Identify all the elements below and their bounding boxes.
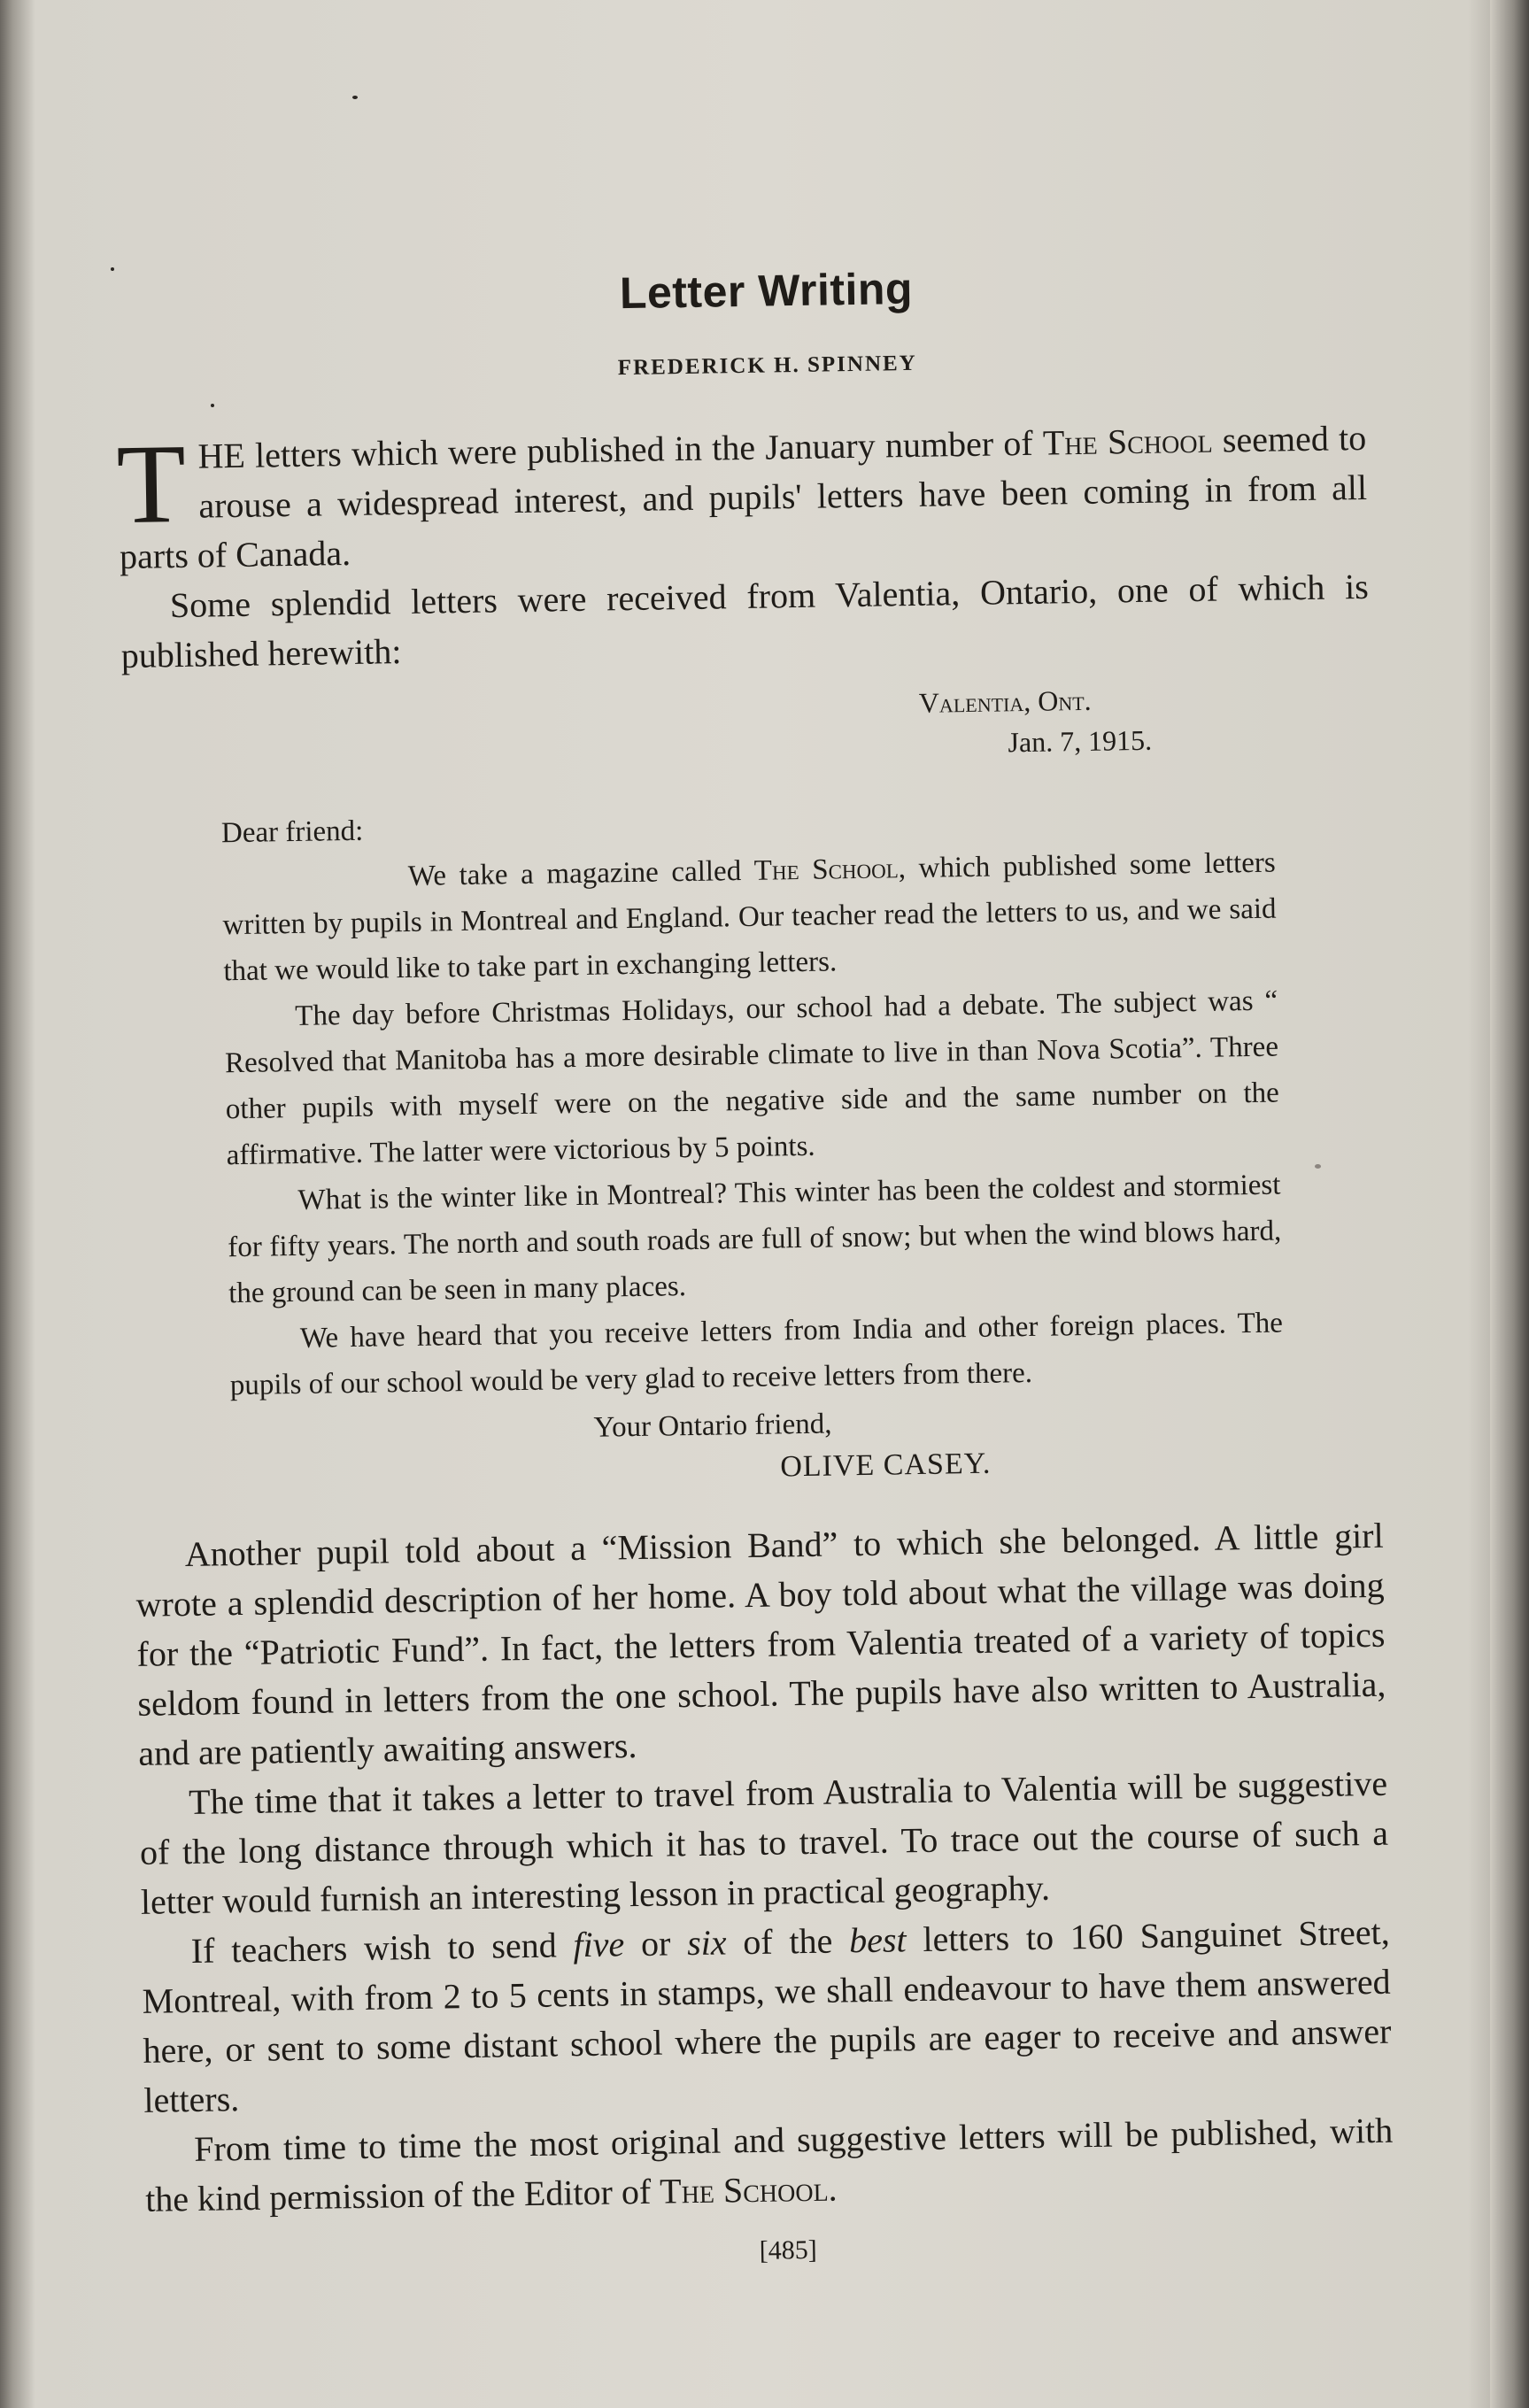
letter-salutation: Dear friend:	[220, 814, 364, 850]
body-text: letters to 160 Sanguinet Street, Montreal, with from 2 to 5 cents in stamps, we shall endeavour to have them answered here, or sent to some distant school where the pupils are eager to receive and answer letters.	[142, 1911, 1392, 2120]
letter-heading	[918, 675, 1371, 764]
letter-closing: Your Ontario friend,	[593, 1408, 832, 1444]
body-paragraph	[141, 1908, 1392, 2126]
emphasis: best	[848, 1919, 907, 1961]
letter-place: Valentia, Ont.	[918, 683, 1092, 719]
intro-paragraph: Some splendid letters were received from Valentia, Ontario, one of which is published herewith:	[120, 566, 1370, 676]
body-paragraph: Another pupil told about a “Mission Band” to which she belonged. A little girl wrote a splendid description of her home. A boy told about what the village was doing for the “Patriotic Fund”. In fact, the letters from Valentia treated of a variety of topics seldom found in letters from the one school. The pupils have also written to Australia, and are patiently awaiting answers.	[135, 1515, 1386, 1773]
conclusion-section	[135, 1511, 1394, 2225]
intro-section	[115, 413, 1370, 681]
body-text: If teachers wish to send	[190, 1925, 574, 1971]
magazine-name: The School	[1042, 420, 1213, 463]
page-number: [485]	[759, 2234, 817, 2265]
page-gutter	[1490, 0, 1529, 2408]
magazine-name: The School	[753, 853, 900, 887]
letter-text: We take a magazine called	[407, 854, 755, 892]
body-text: or	[623, 1923, 688, 1964]
article	[115, 256, 1394, 2276]
magazine-name: The School	[659, 2168, 829, 2211]
body-paragraph: The time that it takes a letter to travel from Australia to Valentia will be suggestive of the long distance through which it has to travel. To trace out the course of such a letter would furnish an interesting lesson in practical geography.	[139, 1763, 1389, 1922]
emphasis: six	[686, 1922, 727, 1964]
letter-paragraph: The day before Christmas Holidays, our school had a debate. The subject was “ Resolved that Manitoba has a more desirable climate to live in than Nova Scotia”. Three other pupils with myself were on the negative side and the same number on the affirmative. The latter were victorious by 5 points.	[224, 984, 1280, 1172]
body-paragraph	[144, 2106, 1394, 2225]
letter-paragraph: We have heard that you receive letters from India and other foreign places. The pupils of our school would be very glad to receive letters from there.	[229, 1307, 1284, 1402]
intro-paragraph	[115, 413, 1368, 582]
letter-paragraph	[221, 840, 1277, 995]
drop-cap: T	[115, 420, 188, 548]
article-author: FREDERICK H. SPINNEY	[617, 351, 917, 381]
body-text: From time to time the most original and suggestive letters will be published, with the kind permission of the Editor of	[144, 2110, 1394, 2219]
paper-speck	[352, 96, 358, 99]
quoted-letter	[221, 794, 1284, 1409]
emphasis: five	[573, 1924, 625, 1965]
body-text: of the	[726, 1920, 850, 1963]
intro-text: HE letters which were published in the January number of	[197, 422, 1044, 476]
intro-text: seemed to arouse a widespread interest, and pupils' letters have been coming in from all parts of Canada.	[119, 417, 1368, 577]
letter-signature: OLIVE CASEY.	[780, 1447, 992, 1484]
letter-text: , which published some letters written by pupils in Montreal and England. Our teacher read the letters to us, and we said that we would like to take part in exchanging letters.	[222, 846, 1277, 988]
body-text: .	[828, 2168, 838, 2209]
letter-paragraph: What is the winter like in Montreal? This winter has been the coldest and stormiest for fifty years. The north and south roads are full of snow; but when the wind blows hard, the ground can be seen in many places.	[228, 1169, 1282, 1310]
letter-date: Jan. 7, 1915.	[1008, 723, 1153, 759]
paper-speck	[111, 267, 114, 271]
article-title: Letter Writing	[619, 263, 914, 319]
